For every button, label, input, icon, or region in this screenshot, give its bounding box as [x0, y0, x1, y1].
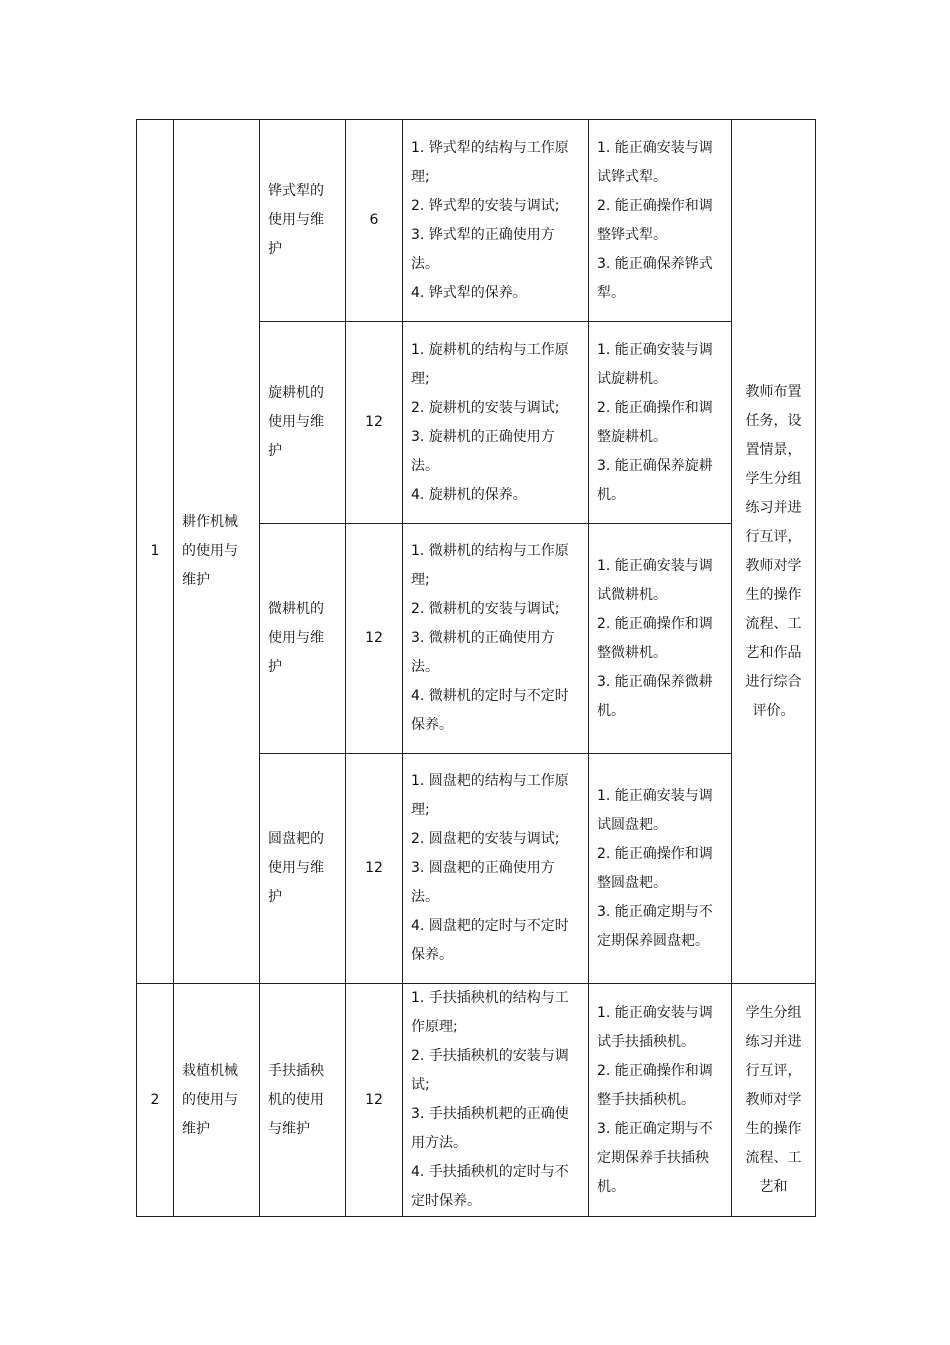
- requirements-cell: 1. 能正确安装与调试旋耕机。 2. 能正确操作和调整旋耕机。 3. 能正确保养旋耕机。: [589, 322, 732, 524]
- requirements-cell: 1. 能正确安装与调试铧式犁。 2. 能正确操作和调整铧式犁。 3. 能正确保养铧式犁。: [589, 120, 732, 322]
- hours-cell: 12: [346, 754, 403, 984]
- requirements-cell: 1. 能正确安装与调试手扶插秧机。 2. 能正确操作和调整手扶插秧机。 3. 能正确定期与不定期保养手扶插秧机。: [589, 984, 732, 1217]
- content-cell: 1. 手扶插秧机的结构与工作原理; 2. 手扶插秧机的安装与调试; 3. 手扶插秧机耙的正确使用方法。 4. 手扶插秧机的定时与不定时保养。: [403, 984, 589, 1217]
- task-name-cell: 手扶插秧机的使用与维护: [260, 984, 346, 1217]
- hours-cell: 12: [346, 322, 403, 524]
- hours-cell: 6: [346, 120, 403, 322]
- content-cell: 1. 旋耕机的结构与工作原理; 2. 旋耕机的安装与调试; 3. 旋耕机的正确使用方法。 4. 旋耕机的保养。: [403, 322, 589, 524]
- task-name-cell: 旋耕机的使用与维护: [260, 322, 346, 524]
- evaluation-cell: 教师布置任务，设置情景，学生分组练习并进行互评，教师对学生的操作流程、工艺和作品进行综合评价。: [732, 120, 816, 984]
- content-cell: 1. 铧式犁的结构与工作原理; 2. 铧式犁的安装与调试; 3. 铧式犁的正确使用方法。 4. 铧式犁的保养。: [403, 120, 589, 322]
- task-name-cell: 微耕机的使用与维护: [260, 524, 346, 754]
- requirements-cell: 1. 能正确安装与调试圆盘耙。 2. 能正确操作和调整圆盘耙。 3. 能正确定期与不定期保养圆盘耙。: [589, 754, 732, 984]
- requirements-cell: 1. 能正确安装与调试微耕机。 2. 能正确操作和调整微耕机。 3. 能正确保养微耕机。: [589, 524, 732, 754]
- row-index-cell: 2: [137, 984, 174, 1217]
- evaluation-cell: 学生分组练习并进行互评，教师对学生的操作流程、工艺和: [732, 984, 816, 1217]
- table-row: [137, 120, 816, 322]
- task-name-cell: 铧式犁的使用与维护: [260, 120, 346, 322]
- task-name-cell: 圆盘耙的使用与维护: [260, 754, 346, 984]
- table-row: [137, 984, 816, 1217]
- curriculum-table: [136, 119, 816, 1217]
- content-cell: 1. 微耕机的结构与工作原理; 2. 微耕机的安装与调试; 3. 微耕机的正确使用方法。 4. 微耕机的定时与不定时保养。: [403, 524, 589, 754]
- hours-cell: 12: [346, 524, 403, 754]
- module-name-cell: 栽植机械的使用与维护: [174, 984, 260, 1217]
- hours-cell: 12: [346, 984, 403, 1217]
- row-index-cell: 1: [137, 120, 174, 984]
- module-name-cell: 耕作机械的使用与维护: [174, 120, 260, 984]
- content-cell: 1. 圆盘耙的结构与工作原理; 2. 圆盘耙的安装与调试; 3. 圆盘耙的正确使用方法。 4. 圆盘耙的定时与不定时保养。: [403, 754, 589, 984]
